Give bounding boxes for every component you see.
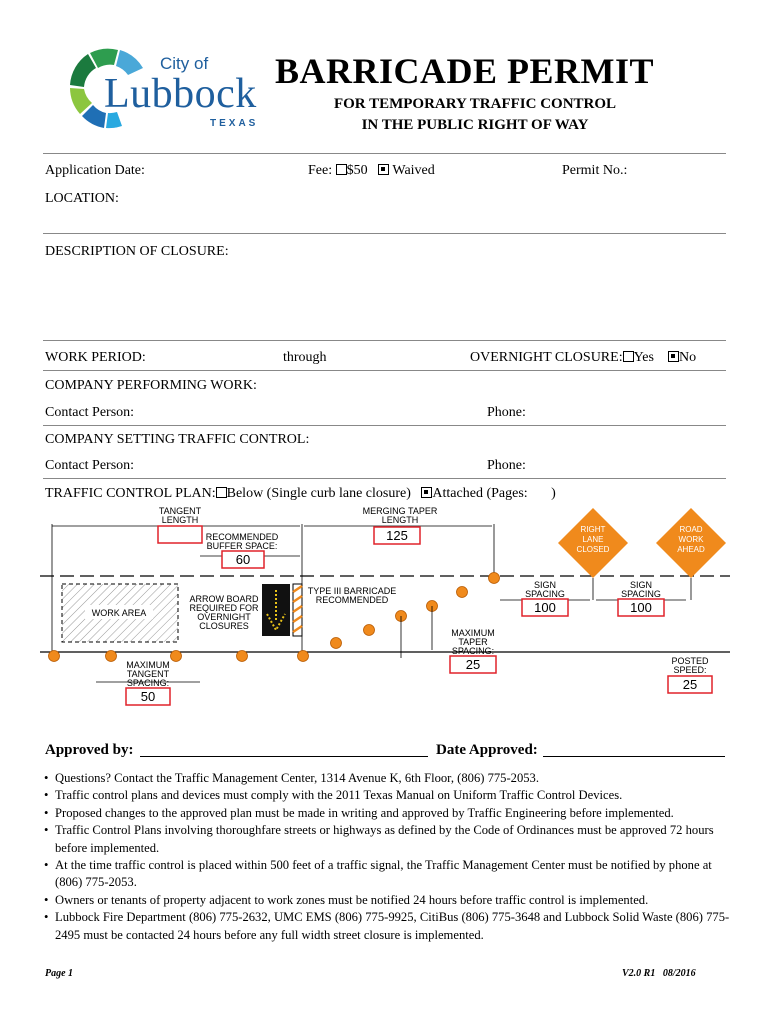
sign-spacing-2-label-b: SPACING [621,589,661,599]
work-period-label: WORK PERIOD: [45,350,146,365]
traffic-cone-icon [489,573,500,584]
approved-by-label: Approved by: [45,742,134,758]
fee-50-label: $50 [346,163,368,178]
barricade-label-1: TYPE III BARRICADE [307,586,397,596]
tcp-label: TRAFFIC CONTROL PLAN: [45,486,216,501]
sign-spacing-1-value: 100 [534,600,556,615]
svg-text:LANE: LANE [582,535,604,544]
fee-label: Fee: [308,163,333,178]
fee-waived-label: Waived [392,163,435,178]
buffer-label-1: RECOMMENDED [205,532,279,542]
road-work-ahead-sign [656,508,726,578]
divider [43,340,726,341]
traffic-cone-icon [364,625,375,636]
note-item: • Questions? Contact the Traffic Management Center, 1314 Avenue K, 6th Floor, (806) 775-2053. [43,770,733,787]
phone-label-2: Phone: [487,458,526,473]
traffic-cone-icon [237,651,248,662]
tcp-attached-checkbox[interactable] [421,487,432,498]
note-item: • Traffic Control Plans involving thoroughfare streets or highways as defined by the Code of Ordinances must be approved 72 hours before implemented. [43,822,733,857]
max-tangent-label-3: SPACING: [126,678,170,688]
max-tangent-label-1: MAXIMUM [126,660,170,670]
subtitle-line-2: IN THE PUBLIC RIGHT OF WAY [361,117,589,133]
company-work-label: COMPANY PERFORMING WORK: [45,378,257,393]
location-label: LOCATION: [45,191,119,206]
company-traffic-label: COMPANY SETTING TRAFFIC CONTROL: [45,432,310,447]
version-label: V2.0 R1 08/2016 [622,968,696,979]
traffic-cone-icon [106,651,117,662]
buffer-label-2: BUFFER SPACE: [206,541,278,551]
logo-city-of: City of [160,54,209,73]
contact-person-label: Contact Person: [45,405,135,420]
tcp-attached-close: ) [551,486,556,501]
arrow-board-icon [262,584,290,636]
divider [43,425,726,426]
max-taper-label-3: SPACING: [451,646,495,656]
sign-spacing-2-label-a: SIGN [629,580,653,590]
note-item: • Lubbock Fire Department (806) 775-2632, UMC EMS (806) 775-9925, CitiBus (806) 775-3648 and Lubbock Solid Waste (806) 775-2495 must be contacted 24 hours before any full width street closure is implemented. [43,909,733,944]
sign-spacing-2-value: 100 [630,600,652,615]
fee-field [308,163,435,179]
tangent-length-label-2: LENGTH [161,515,199,525]
page-number: Page 1 [45,968,74,979]
phone-label: Phone: [487,405,526,420]
arrow-board-label-2: REQUIRED FOR [189,603,259,613]
overnight-no-checkbox[interactable] [668,351,679,362]
sign-spacing-1-label-b: SPACING [525,589,565,599]
overnight-no-label: No [678,350,697,365]
svg-text:AHEAD: AHEAD [677,545,705,554]
tcp-below-label: Below (Single curb lane closure) [226,486,411,501]
divider [43,153,726,154]
logo-state: TEXAS [210,118,259,129]
merging-taper-label-1: MERGING TAPER [362,506,438,516]
fee-50-checkbox[interactable] [336,164,347,175]
max-taper-label-2: TAPER [458,637,488,647]
merging-taper-label-2: LENGTH [381,515,419,525]
overnight-yes-label: Yes [633,350,654,365]
note-item: • Owners or tenants of property adjacent to work zones must be notified 24 hours before traffic control is implemented. [43,892,733,909]
divider [43,370,726,371]
barricade-icon [293,584,302,636]
max-taper-value: 25 [465,657,481,672]
arrow-board-label-4: CLOSURES [199,621,249,631]
arrow-board-label-1: ARROW BOARD [189,594,259,604]
application-date-label: Application Date: [45,163,145,178]
max-tangent-value: 50 [140,689,156,704]
svg-text:WORK: WORK [678,535,704,544]
date-approved-line[interactable] [543,756,725,757]
tcp-below-checkbox[interactable] [216,487,227,498]
tangent-length-input[interactable] [158,526,202,543]
arrow-board-label-3: OVERNIGHT [197,612,251,622]
subtitle-line-1: FOR TEMPORARY TRAFFIC CONTROL [333,96,617,112]
divider [43,478,726,479]
traffic-cone-icon [171,651,182,662]
notes-list [43,770,733,944]
buffer-value: 60 [235,552,251,567]
posted-speed-label-1: POSTED [671,656,709,666]
posted-speed-label-2: SPEED: [673,665,707,675]
overnight-yes-checkbox[interactable] [623,351,634,362]
through-label: through [283,350,327,365]
sign-spacing-1-label-a: SIGN [533,580,557,590]
fee-waived-checkbox[interactable] [378,164,389,175]
note-item: • Proposed changes to the approved plan must be made in writing and approved by Traffic Engineering before implemented. [43,805,733,822]
traffic-cone-icon [457,587,468,598]
right-lane-closed-sign [558,508,628,578]
work-area-label: WORK AREA [91,608,147,618]
date-approved-label: Date Approved: [436,742,538,758]
traffic-control-diagram [0,500,770,715]
contact-person-label-2: Contact Person: [45,458,135,473]
overnight-field [470,350,696,366]
note-item: • At the time traffic control is placed within 500 feet of a traffic signal, the Traffic Management Center must be notified by phone at (806) 775-2053. [43,857,733,892]
description-label: DESCRIPTION OF CLOSURE: [45,244,229,259]
posted-speed-value: 25 [682,677,698,692]
traffic-cone-icon [49,651,60,662]
overnight-label: OVERNIGHT CLOSURE: [470,350,623,365]
max-tangent-label-2: TANGENT [126,669,170,679]
svg-text:RIGHT: RIGHT [580,525,606,534]
traffic-cone-icon [298,651,309,662]
page-title: BARRICADE PERMIT [275,51,655,91]
traffic-cone-icon [331,638,342,649]
permit-no-label: Permit No.: [562,163,628,178]
divider [43,233,726,234]
max-taper-label-1: MAXIMUM [451,628,495,638]
merging-taper-value: 125 [386,528,408,543]
city-logo [60,40,260,135]
logo-city-name: Lubbock [104,71,257,117]
approved-by-line[interactable] [140,756,428,757]
tangent-length-label-1: TANGENT [158,506,202,516]
note-item: • Traffic control plans and devices must comply with the 2011 Texas Manual on Uniform Traffic Control Devices. [43,787,733,804]
svg-text:CLOSED: CLOSED [576,545,610,554]
svg-text:ROAD: ROAD [679,525,703,534]
tcp-attached-label: Attached (Pages: [432,486,528,501]
barricade-label-2: RECOMMENDED [315,595,389,605]
